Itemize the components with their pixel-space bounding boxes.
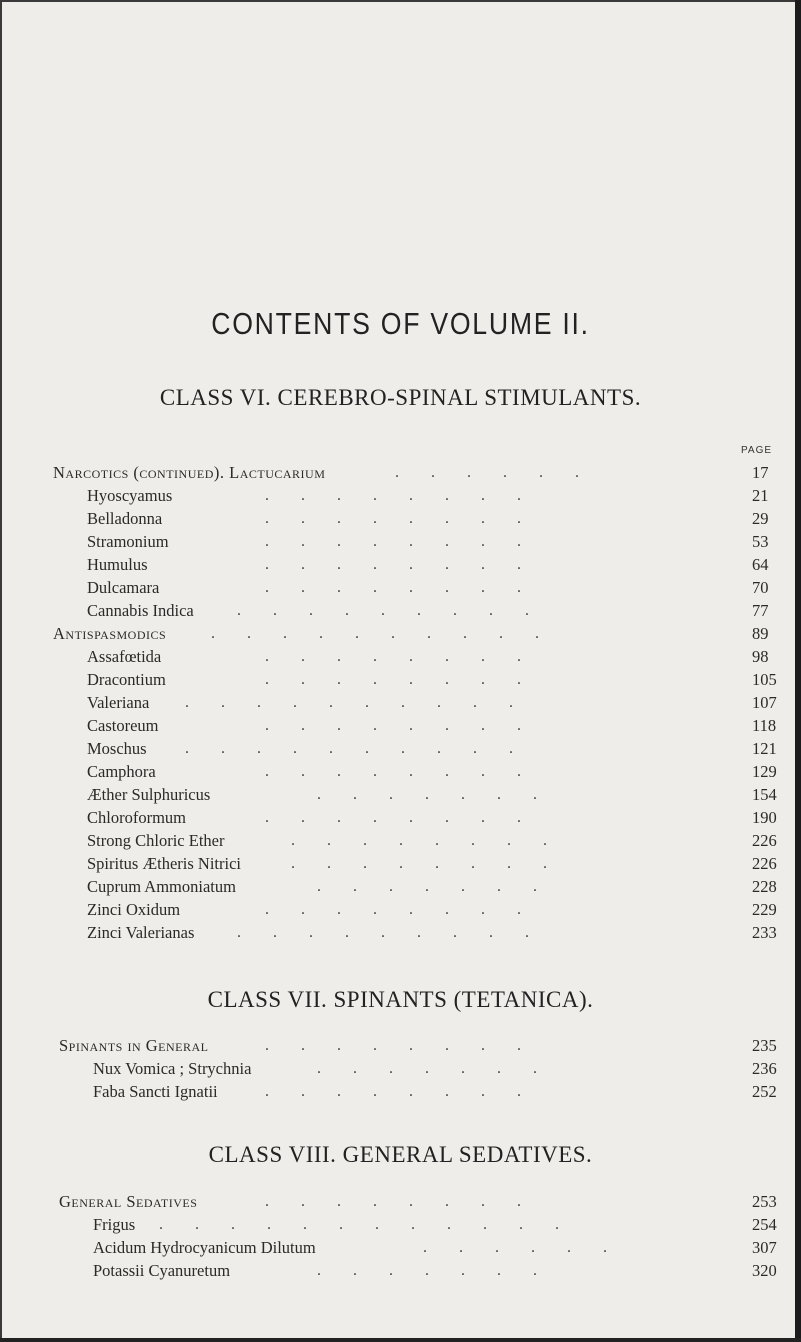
entry-page: 253 (752, 1192, 777, 1211)
toc-entry (0, 1214, 801, 1236)
entry-label: Potassii Cyanuretum (93, 1261, 231, 1280)
dot-leader: . . . . . . . . (291, 832, 547, 849)
toc-entry (0, 531, 801, 553)
entry-label: Humulus (87, 555, 148, 574)
toc-entry (0, 485, 801, 507)
entry-page: 89 (752, 624, 769, 643)
dot-leader: . . . . . . . (317, 786, 537, 803)
entry-label: Nux Vomica ; Strychnia (93, 1059, 252, 1078)
toc-entry (0, 784, 801, 806)
dot-leader: . . . . . . . . (265, 901, 521, 918)
class-heading-viii: CLASS VIII. GENERAL SEDATIVES. (208, 1142, 593, 1167)
dot-leader: . . . . . . . . . (237, 602, 529, 619)
toc-entry (0, 462, 801, 484)
entry-label: Stramonium (87, 532, 169, 551)
entry-page: 228 (752, 877, 777, 896)
dot-leader: . . . . . . . . . . (185, 694, 513, 711)
dot-leader: . . . . . . . . (265, 648, 521, 665)
entry-page: 129 (752, 762, 777, 781)
dot-leader: . . . . . . . . (265, 1037, 521, 1054)
entry-page: 233 (752, 923, 777, 942)
dot-leader: . . . . . . . (317, 1262, 537, 1279)
dot-leader: . . . . . . . . (265, 579, 521, 596)
entry-page: 118 (752, 716, 777, 735)
entry-label: Dulcamara (87, 578, 160, 597)
toc-entry (0, 761, 801, 783)
entry-page: 236 (752, 1059, 777, 1078)
dot-leader: . . . . . . . . (265, 533, 521, 550)
entry-label: Belladonna (87, 509, 163, 528)
toc-entry (0, 1260, 801, 1282)
entry-label: Valeriana (87, 693, 150, 712)
entry-label: Zinci Valerianas (87, 923, 195, 942)
entry-label: Faba Sancti Ignatii (93, 1082, 218, 1101)
toc-entry (0, 508, 801, 530)
entry-page: 226 (752, 831, 777, 850)
entry-label: Zinci Oxidum (87, 900, 181, 919)
entry-label: General Sedatives (59, 1192, 198, 1211)
entry-page: 254 (752, 1215, 777, 1234)
entry-page: 105 (752, 670, 777, 689)
entry-page: 98 (752, 647, 769, 666)
dot-leader: . . . . . . . . (265, 717, 521, 734)
toc-entry (0, 600, 801, 622)
toc-entry (0, 669, 801, 691)
entry-label: Hyoscyamus (87, 486, 173, 505)
toc-entry (0, 692, 801, 714)
dot-leader: . . . . . . . . (265, 510, 521, 527)
entry-label: Spiritus Ætheris Nitrici (87, 854, 241, 873)
toc-entry (0, 876, 801, 898)
dot-leader: . . . . . . . . (265, 1083, 521, 1100)
toc-entry (0, 715, 801, 737)
dot-leader: . . . . . . . (317, 878, 537, 895)
entry-page: 154 (752, 785, 777, 804)
dot-leader: . . . . . . (395, 464, 579, 481)
entry-label: Acidum Hydrocyanicum Dilutum (93, 1238, 316, 1257)
entry-label: Frigus (93, 1215, 136, 1234)
dot-leader: . . . . . . . . . . . . (159, 1216, 559, 1233)
dot-leader: . . . . . . (423, 1239, 607, 1256)
toc-entry (0, 1058, 801, 1080)
entry-label: Dracontium (87, 670, 166, 689)
entry-label: Castoreum (87, 716, 159, 735)
entry-label: Antispasmodics (53, 624, 167, 643)
entry-page: 229 (752, 900, 777, 919)
toc-entry (0, 1081, 801, 1103)
dot-leader: . . . . . . . . (291, 855, 547, 872)
entry-page: 307 (752, 1238, 777, 1257)
toc-entry (0, 1237, 801, 1259)
toc-entry (0, 623, 801, 645)
toc-entry (0, 807, 801, 829)
page-edge-top (0, 0, 801, 2)
toc-entry (0, 646, 801, 668)
entry-label: Moschus (87, 739, 147, 758)
entry-page: 107 (752, 693, 777, 712)
entry-page: 320 (752, 1261, 777, 1280)
entry-page: 64 (752, 555, 769, 574)
toc-entry (0, 554, 801, 576)
class-heading-vii: CLASS VII. SPINANTS (TETANICA). (207, 987, 594, 1012)
dot-leader: . . . . . . . . (265, 556, 521, 573)
dot-leader: . . . . . . . . . . (185, 740, 513, 757)
entry-page: 21 (752, 486, 769, 505)
toc-entry (0, 1035, 801, 1057)
entry-page: 77 (752, 601, 769, 620)
toc-entry (0, 830, 801, 852)
toc-entry (0, 853, 801, 875)
toc-entry (0, 1191, 801, 1213)
dot-leader: . . . . . . . . . (237, 924, 529, 941)
entry-label: Spinants in General (59, 1036, 209, 1055)
toc-entry (0, 922, 801, 944)
toc-entry (0, 738, 801, 760)
entry-label: Cuprum Ammoniatum (87, 877, 236, 896)
entry-page: 53 (752, 532, 769, 551)
dot-leader: . . . . . . . (317, 1060, 537, 1077)
entry-page: 235 (752, 1036, 777, 1055)
dot-leader: . . . . . . . . . . (211, 625, 539, 642)
toc-entry (0, 899, 801, 921)
entry-page: 121 (752, 739, 777, 758)
entry-page: 252 (752, 1082, 777, 1101)
page-title: CONTENTS OF VOLUME II. (211, 306, 590, 341)
dot-leader: . . . . . . . . (265, 809, 521, 826)
entry-label: Strong Chloric Ether (87, 831, 225, 850)
entry-label: Chloroformum (87, 808, 186, 827)
entry-page: 226 (752, 854, 777, 873)
entry-page: 17 (752, 463, 769, 482)
dot-leader: . . . . . . . . (265, 1193, 521, 1210)
dot-leader: . . . . . . . . (265, 671, 521, 688)
page-column-label: PAGE (741, 445, 773, 456)
entry-label: Camphora (87, 762, 156, 781)
entry-page: 190 (752, 808, 777, 827)
entry-label: Cannabis Indica (87, 601, 194, 620)
dot-leader: . . . . . . . . (265, 763, 521, 780)
entry-label: Narcotics (continued). Lactucarium (53, 463, 326, 482)
dot-leader: . . . . . . . . (265, 487, 521, 504)
entry-label: Æther Sulphuricus (87, 785, 211, 804)
entry-page: 70 (752, 578, 769, 597)
page-edge-bottom (0, 1338, 801, 1342)
entry-label: Assafœtida (87, 647, 162, 666)
toc-entry (0, 577, 801, 599)
entry-page: 29 (752, 509, 769, 528)
class-heading-vi: CLASS VI. CEREBRO-SPINAL STIMULANTS. (159, 385, 642, 410)
